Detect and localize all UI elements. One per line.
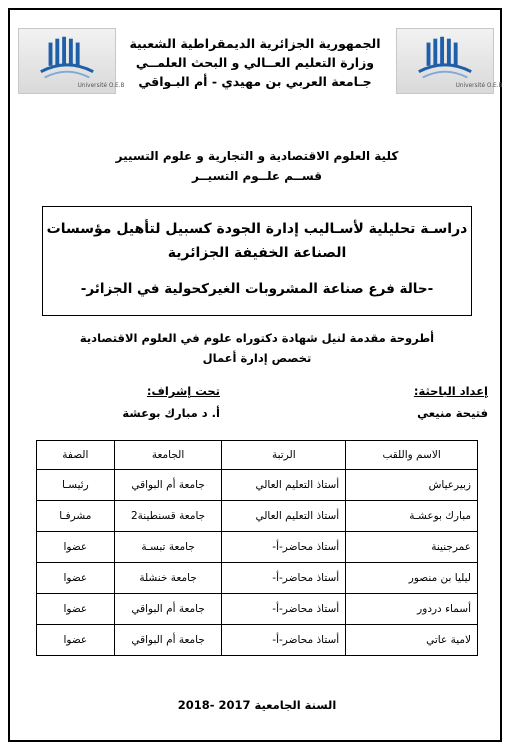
jury-table bbox=[36, 440, 478, 656]
member-rank: أستاذ التعليم العالي bbox=[222, 501, 346, 532]
logo-caption: Université O.E.B bbox=[455, 83, 503, 90]
col-header-rank: الرتبة bbox=[222, 441, 346, 470]
table-row bbox=[37, 594, 478, 625]
member-university: جامعة أم البواقي bbox=[114, 594, 222, 625]
table-row bbox=[37, 563, 478, 594]
table-row bbox=[37, 532, 478, 563]
supervision-label: تحت إشراف: bbox=[146, 384, 220, 398]
title-line-2: الصناعة الخفيفة الجزائرية bbox=[167, 245, 347, 261]
col-header-name: الاسم واللقب bbox=[346, 441, 478, 470]
university-emblem-icon bbox=[397, 29, 503, 93]
member-role: عضوا bbox=[37, 594, 115, 625]
member-university: جامعة تبسـة bbox=[114, 532, 222, 563]
member-name: زبيرعياش bbox=[346, 470, 478, 501]
supervision-block bbox=[40, 380, 220, 424]
researcher-name: فتيحة منيعي bbox=[417, 406, 488, 420]
thesis-specialty: تخصص إدارة أعمال bbox=[202, 351, 312, 365]
university-logo-left bbox=[18, 28, 125, 94]
document-page bbox=[8, 8, 502, 742]
member-role: عضوا bbox=[37, 563, 115, 594]
thesis-description bbox=[70, 328, 444, 368]
institution-header bbox=[120, 34, 390, 91]
member-rank: أستاذ محاضر-أ- bbox=[222, 563, 346, 594]
ministry-name: وزارة التعليم العــالي و البحث العلمــي bbox=[135, 55, 375, 70]
member-name: ليليا بن منصور bbox=[346, 563, 478, 594]
table-row bbox=[37, 625, 478, 656]
title-line-1: دراسـة تحليلية لأسـاليب إدارة الجودة كسبيل لتأهيل مؤسسات bbox=[46, 221, 468, 237]
preparation-block bbox=[308, 380, 488, 424]
academic-year: السنة الجامعية 2017 -2018 bbox=[177, 698, 337, 712]
member-university: جامعة أم البواقي bbox=[114, 625, 222, 656]
republic-name: الجمهورية الجزائرية الديمقراطية الشعبية bbox=[129, 36, 381, 51]
member-role: عضوا bbox=[37, 532, 115, 563]
faculty-name: كلية العلوم الاقتصادية و التجارية و علوم التسيير bbox=[115, 149, 399, 163]
table-row bbox=[37, 470, 478, 501]
faculty-block bbox=[50, 146, 464, 186]
university-logo-right bbox=[396, 28, 503, 94]
member-university: جامعة قسنطينة2 bbox=[114, 501, 222, 532]
member-name: عمرجنينة bbox=[346, 532, 478, 563]
member-role: رئيسـا bbox=[37, 470, 115, 501]
thesis-degree: أطروحة مقدمة لنيل شهادة دكتوراه علوم في العلوم الاقتصادية bbox=[79, 331, 435, 345]
university-name: جـامعة العربي بن مهيدي - أم البـواقي bbox=[138, 74, 372, 89]
member-name: أسماء دردور bbox=[346, 594, 478, 625]
department-name: قســم علــوم التسيــر bbox=[192, 169, 322, 183]
member-rank: أستاذ محاضر-أ- bbox=[222, 594, 346, 625]
col-header-role: الصفة bbox=[37, 441, 115, 470]
member-role: مشرفـا bbox=[37, 501, 115, 532]
university-emblem-icon bbox=[19, 29, 125, 93]
member-role: عضوا bbox=[37, 625, 115, 656]
supervisor-name: أ. د مبارك بوعشة bbox=[122, 406, 220, 420]
logo-caption: Université O.E.B bbox=[77, 83, 125, 90]
member-rank: أستاذ محاضر-أ- bbox=[222, 625, 346, 656]
preparation-label: إعداد الباحثة: bbox=[413, 384, 488, 398]
member-university: جامعة أم البواقي bbox=[114, 470, 222, 501]
member-rank: أستاذ محاضر-أ- bbox=[222, 532, 346, 563]
col-header-university: الجامعة bbox=[114, 441, 222, 470]
thesis-title-box bbox=[42, 206, 472, 316]
table-row bbox=[37, 501, 478, 532]
member-name: لامية عاتي bbox=[346, 625, 478, 656]
member-university: جامعة خنشلة bbox=[114, 563, 222, 594]
member-name: مبارك بوعشـة bbox=[346, 501, 478, 532]
member-rank: أستاذ التعليم العالي bbox=[222, 470, 346, 501]
jury-header-row bbox=[37, 441, 478, 470]
title-subtitle: -حالة فرع صناعة المشروبات الغيركحولية في الجزائر- bbox=[80, 281, 434, 297]
